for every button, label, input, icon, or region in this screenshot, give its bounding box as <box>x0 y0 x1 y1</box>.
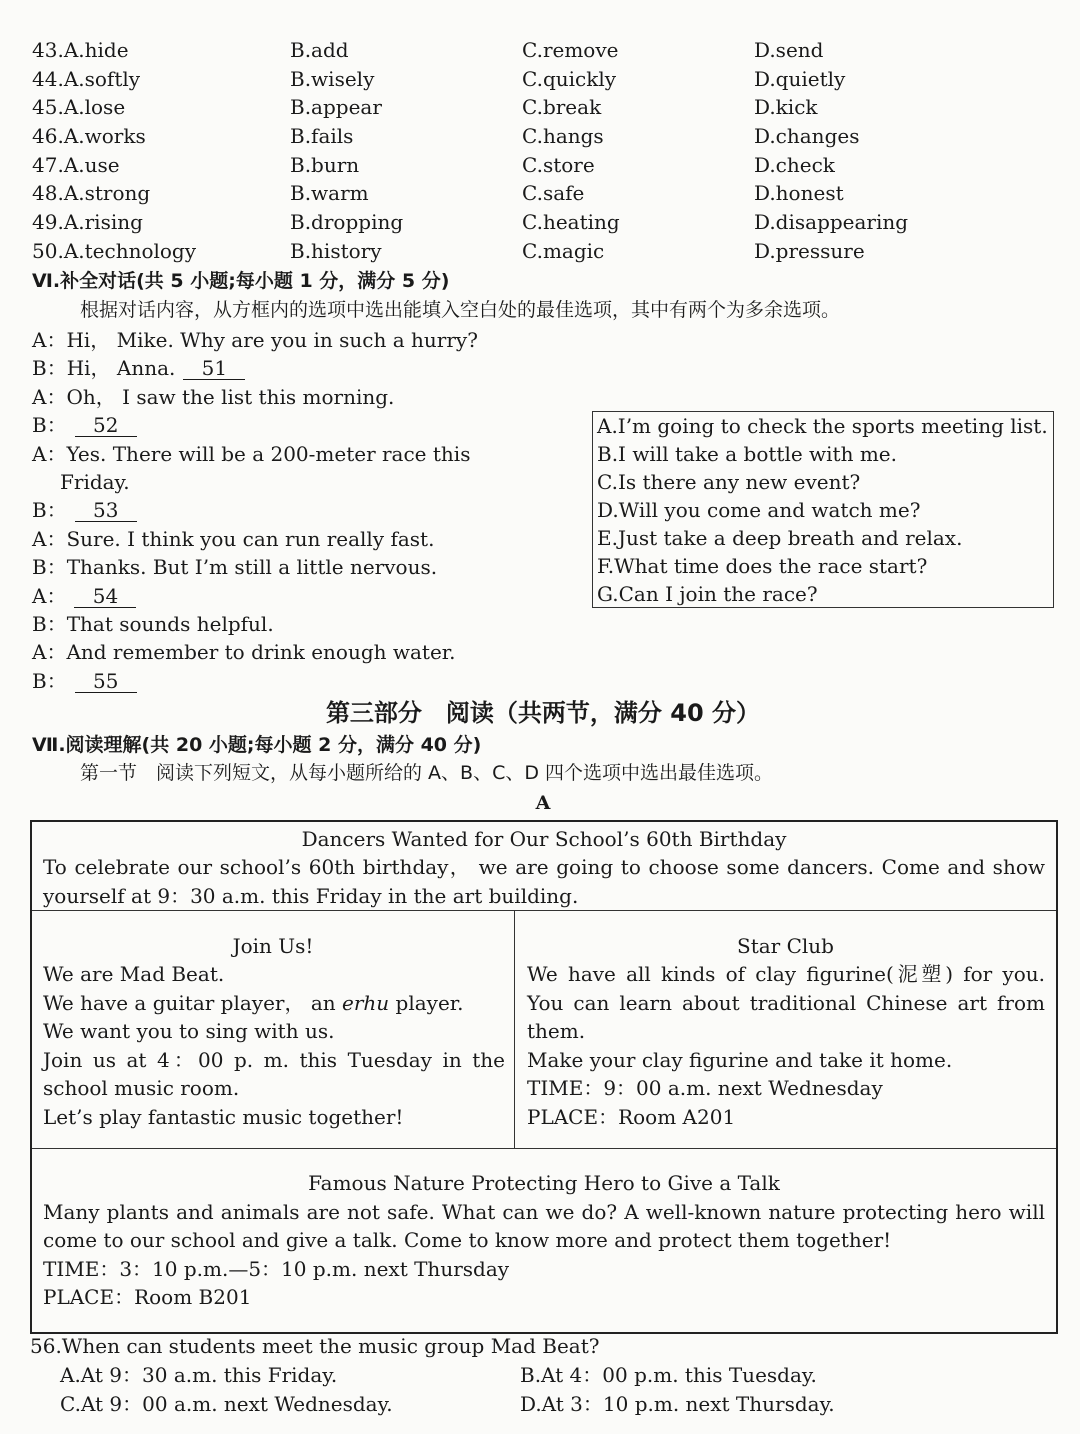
box-option-f: F.What time does the race start? <box>597 554 928 578</box>
option-row-44 <box>0 67 1080 95</box>
option-c: C.magic <box>522 239 605 263</box>
section6-heading: Ⅵ.补全对话(共 5 小题;每小题 1 分，满分 5 分) <box>32 270 450 292</box>
star-text: We have all kinds of clay figurine(泥塑) for you. <box>527 962 1045 986</box>
option-c: C.heating <box>522 210 620 234</box>
box-option-b: B.I will take a bottle with me. <box>597 442 897 466</box>
option-row-43 <box>0 38 1080 66</box>
star-text: them. <box>527 1019 586 1043</box>
question-56-option-d[interactable]: D.At 3：10 p.m. next Thursday. <box>520 1392 835 1416</box>
option-d: D.disappearing <box>754 210 909 234</box>
dialog-line: A：Oh， I saw the list this morning. <box>32 385 395 409</box>
option-a: 47.A.use <box>32 153 120 177</box>
hero-text: PLACE：Room B201 <box>43 1285 252 1309</box>
option-a: 50.A.technology <box>32 239 197 263</box>
join-text: We want you to sing with us. <box>43 1019 335 1043</box>
option-b: B.dropping <box>290 210 404 234</box>
option-b: B.add <box>290 38 349 62</box>
dialog-line: B： 55 <box>32 667 137 695</box>
dialog-line: B：Thanks. But I’m still a little nervous. <box>32 555 438 579</box>
box-option-a: A.I’m going to check the sports meeting list. <box>597 414 1048 438</box>
join-title: Join Us! <box>232 934 314 958</box>
option-c: C.break <box>522 95 602 119</box>
dialog-options-box <box>592 411 1054 608</box>
option-b: B.appear <box>290 95 382 119</box>
divider <box>32 1148 1056 1149</box>
dialog-line: A：Yes. There will be a 200-meter race this <box>32 442 471 466</box>
star-text: You can learn about traditional Chinese art from <box>527 991 1045 1015</box>
section7-heading: Ⅶ.阅读理解(共 20 小题;每小题 2 分，满分 40 分) <box>32 734 482 756</box>
option-c: C.quickly <box>522 67 617 91</box>
dialog-line: A： 54 <box>32 582 136 610</box>
box-option-e: E.Just take a deep breath and relax. <box>597 526 963 550</box>
option-b: B.fails <box>290 124 354 148</box>
star-text: PLACE：Room A201 <box>527 1105 736 1129</box>
question-56-stem: 56.When can students meet the music group Mad Beat? <box>30 1334 600 1358</box>
question-56-option-c[interactable]: C.At 9：00 a.m. next Wednesday. <box>60 1392 393 1416</box>
blank-55[interactable]: 55 <box>75 670 137 693</box>
question-56-option-b[interactable]: B.At 4：00 p.m. this Tuesday. <box>520 1363 817 1387</box>
question-56-option-a[interactable]: A.At 9：30 a.m. this Friday. <box>60 1363 338 1387</box>
hero-title: Famous Nature Protecting Hero to Give a Talk <box>308 1171 780 1195</box>
option-a: 45.A.lose <box>32 95 126 119</box>
blank-51[interactable]: 51 <box>183 357 245 380</box>
option-row-48 <box>0 181 1080 209</box>
option-d: D.check <box>754 153 835 177</box>
option-c: C.hangs <box>522 124 604 148</box>
blank-52[interactable]: 52 <box>75 414 137 437</box>
dialog-line: B： 53 <box>32 496 137 524</box>
dialog-line: Friday. <box>60 470 130 494</box>
option-b: B.wisely <box>290 67 375 91</box>
dancers-text: To celebrate our school’s 60th birthday， we are going to choose some dancers. Come and show <box>43 855 1045 879</box>
option-row-45 <box>0 95 1080 123</box>
join-text: school music room. <box>43 1076 240 1100</box>
blank-54[interactable]: 54 <box>74 585 136 608</box>
dialog-line: B： 52 <box>32 411 137 439</box>
section1-instruction: 第一节 阅读下列短文，从每小题所给的 A、B、C、D 四个选项中选出最佳选项。 <box>80 762 774 784</box>
option-row-50 <box>0 239 1080 267</box>
passage-label: A <box>535 792 551 814</box>
option-a: 46.A.works <box>32 124 146 148</box>
dialog-line: A：And remember to drink enough water. <box>32 640 456 664</box>
hero-text: come to our school and give a talk. Come to know more and protect them together! <box>43 1228 892 1252</box>
option-d: D.changes <box>754 124 860 148</box>
divider <box>32 910 1056 911</box>
option-d: D.pressure <box>754 239 865 263</box>
option-a: 44.A.softly <box>32 67 141 91</box>
dialog-line: A：Sure. I think you can run really fast. <box>32 527 435 551</box>
dialog-line: B：That sounds helpful. <box>32 612 274 636</box>
option-a: 43.A.hide <box>32 38 129 62</box>
join-text: We have a guitar player， an erhu player. <box>43 991 464 1015</box>
dialog-line: B：Hi， Anna. 51 <box>32 354 245 382</box>
option-a: 49.A.rising <box>32 210 143 234</box>
option-b: B.warm <box>290 181 369 205</box>
dancers-text: yourself at 9：30 a.m. this Friday in the art building. <box>43 884 579 908</box>
hero-text: Many plants and animals are not safe. What can we do? A well-known nature protecting hero will <box>43 1200 1045 1224</box>
notice-board <box>30 820 1058 1334</box>
option-c: C.safe <box>522 181 585 205</box>
box-option-c: C.Is there any new event? <box>597 470 861 494</box>
option-row-49 <box>0 210 1080 238</box>
join-text: Join us at 4：00 p. m. this Tuesday in the <box>43 1048 505 1072</box>
option-d: D.honest <box>754 181 844 205</box>
option-b: B.burn <box>290 153 360 177</box>
box-option-d: D.Will you come and watch me? <box>597 498 921 522</box>
option-d: D.kick <box>754 95 818 119</box>
dancers-title: Dancers Wanted for Our School’s 60th Birthday <box>301 827 787 851</box>
option-d: D.send <box>754 38 824 62</box>
join-text: We are Mad Beat. <box>43 962 225 986</box>
dialog-line: A：Hi， Mike. Why are you in such a hurry? <box>32 328 478 352</box>
option-d: D.quietly <box>754 67 846 91</box>
star-text: Make your clay figurine and take it home. <box>527 1048 953 1072</box>
option-row-47 <box>0 153 1080 181</box>
blank-53[interactable]: 53 <box>75 499 137 522</box>
box-option-g: G.Can I join the race? <box>597 582 818 606</box>
join-text: Let’s play fantastic music together! <box>43 1105 404 1129</box>
option-a: 48.A.strong <box>32 181 151 205</box>
section6-instruction: 根据对话内容，从方框内的选项中选出能填入空白处的最佳选项，其中有两个为多余选项。 <box>80 299 841 321</box>
part3-title: 第三部分 阅读（共两节，满分 40 分） <box>325 699 761 727</box>
hero-text: TIME：3：10 p.m.—5：10 p.m. next Thursday <box>43 1257 510 1281</box>
star-text: TIME：9：00 a.m. next Wednesday <box>527 1076 883 1100</box>
star-title: Star Club <box>737 934 834 958</box>
option-b: B.history <box>290 239 382 263</box>
option-c: C.remove <box>522 38 619 62</box>
option-c: C.store <box>522 153 595 177</box>
option-row-46 <box>0 124 1080 152</box>
